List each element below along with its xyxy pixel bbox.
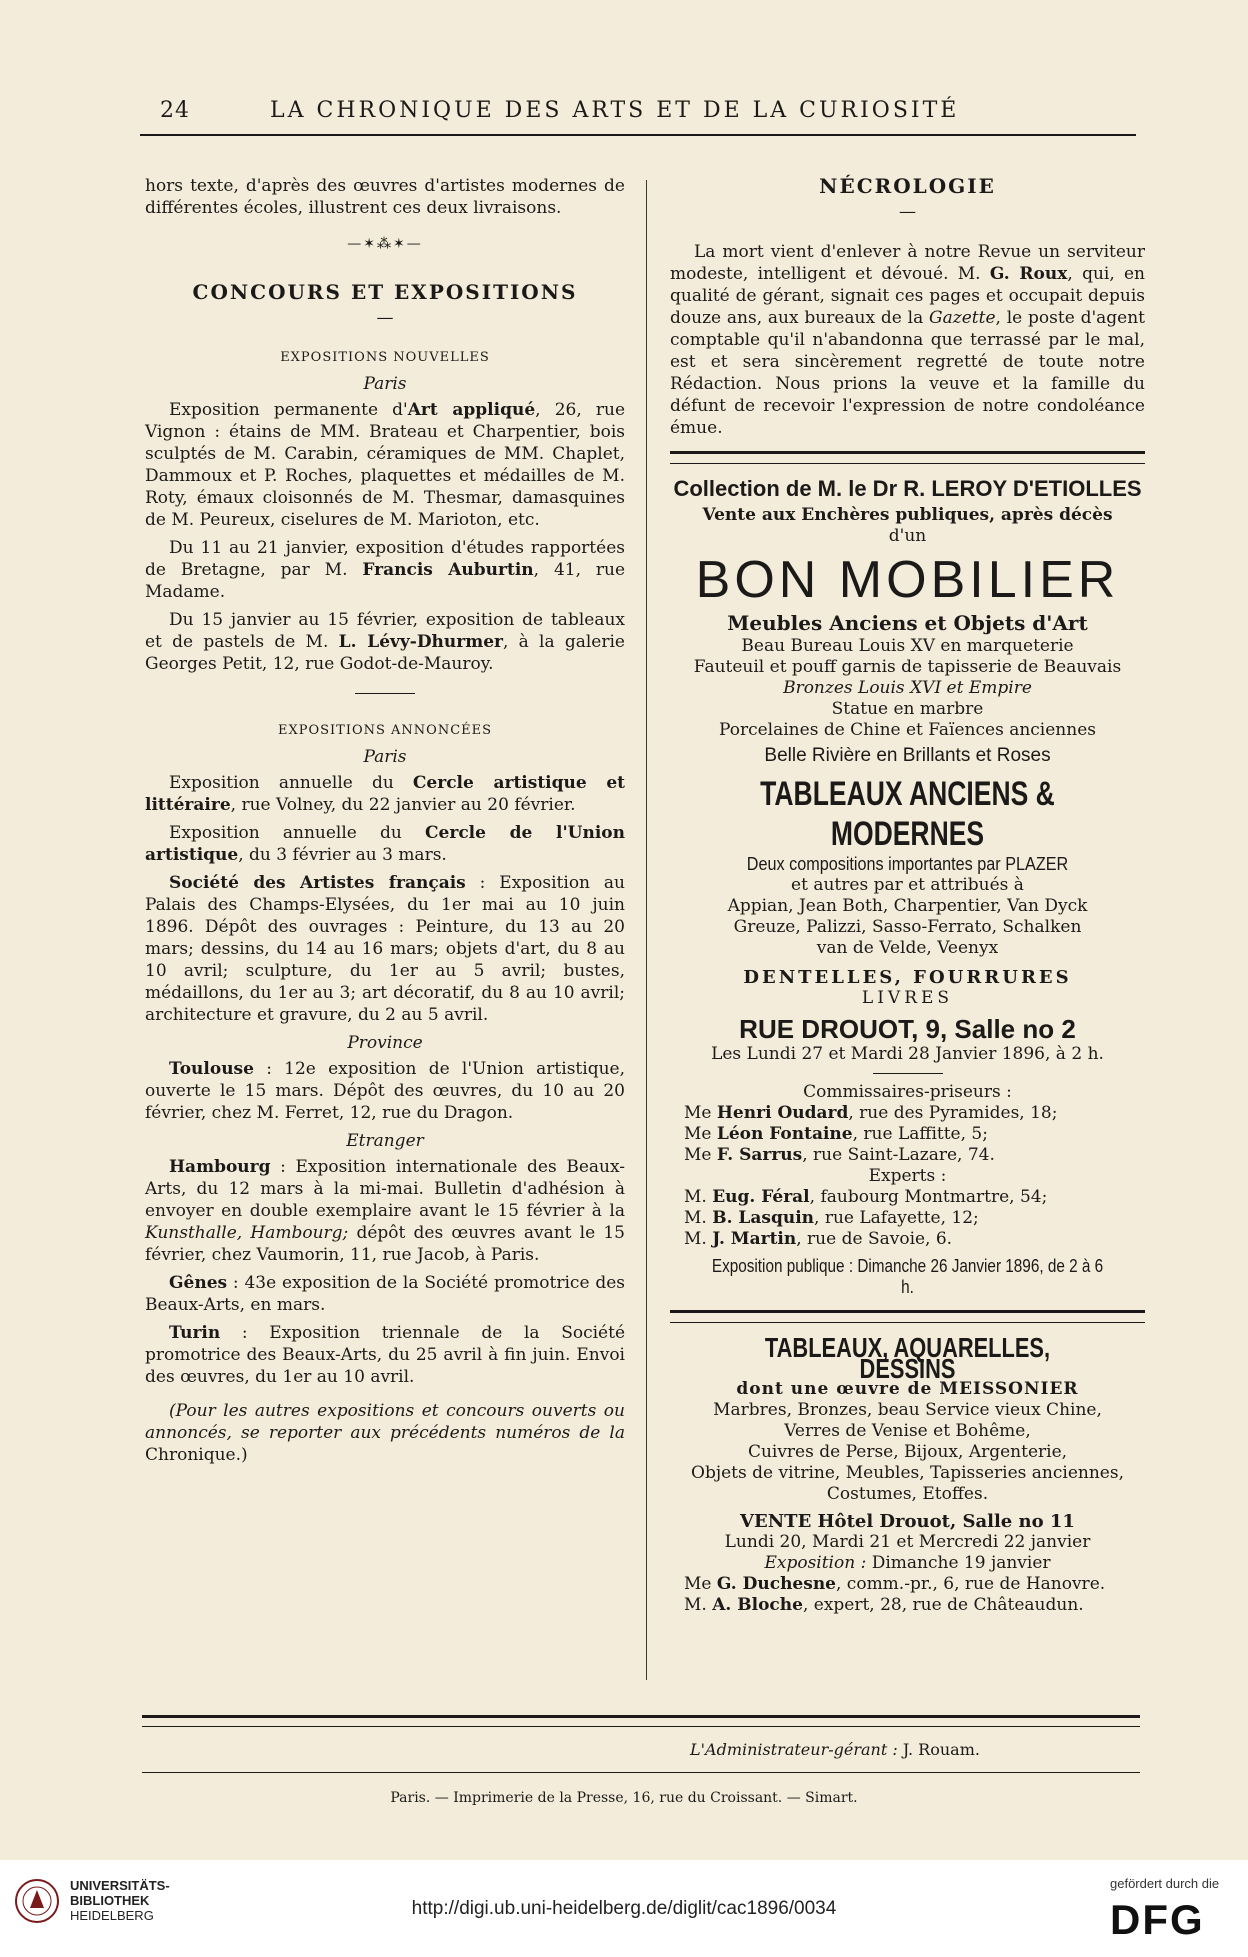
title-dash: — <box>376 308 394 328</box>
paragraph-necrologie: La mort vient d'enlever à notre Revue un serviteur modeste, intelligent et dévoué. M. G. Roux, qui, en qualité de gérant, signait ces pages et occupait depuis douze ans, aux bureaux de la Gazette, le poste d'agent comptable qu'il n'abandonna que terrassé par le mal, est et sera sincèrement regretté de toute notre Rédaction. Nous prions la veuve et la famille du défunt de recevoir l'expression de notre condoléance émue. <box>670 242 1146 438</box>
ad-dentelles: DENTELLES, FOURRURES <box>743 967 1072 988</box>
intro-text: hors texte, d'après des œuvres d'artistes modernes de différentes écoles, illustrent ces deux livraisons. <box>145 176 625 218</box>
ad-experts-heading: Experts : <box>868 1166 947 1186</box>
right-column <box>670 175 1145 1616</box>
section-title-necrologie: NÉCROLOGIE <box>819 174 996 198</box>
dfg-funding-label: gefördert durch die <box>1110 1876 1220 1891</box>
ad-separator <box>873 1073 943 1074</box>
page-header <box>140 96 1140 136</box>
paragraph-note: (Pour les autres expositions et concours ouverts ou annoncés, se reporter aux précédents numéros de la Chronique.) <box>145 1401 625 1465</box>
heading-expositions-nouvelles: EXPOSITIONS NOUVELLES <box>280 350 490 365</box>
digitization-footer <box>0 1860 1248 1957</box>
ad-bon-mobilier: BON MOBILIER <box>695 551 1120 609</box>
ad2-hotel-drouot: VENTE Hôtel Drouot, Salle no 11 <box>740 1511 1075 1532</box>
paragraph-turin: Turin : Exposition triennale de la Société promotrice des Beaux-Arts, du 25 avril à fin juin. Envoi des œuvres, du 1er au 10 avril. <box>145 1323 625 1387</box>
paragraph-levy-dhurmer: Du 15 janvier au 15 février, exposition de tableaux et de pastels de M. L. Lévy-Dhurmer, à la galerie Georges Petit, 12, rue Godot-de-Mauroy. <box>145 610 625 674</box>
heading-expositions-annoncees: EXPOSITIONS ANNONCÉES <box>277 723 493 738</box>
ad-tableaux-anciens: TABLEAUX ANCIENS & MODERNES <box>760 775 1055 853</box>
ad2-line-1: Marbres, Bronzes, beau Service vieux Chine, <box>713 1400 1102 1420</box>
ad-commissaire-3: Me F. Sarrus, rue Saint-Lazare, 74. <box>684 1145 995 1165</box>
ad-line-6: Belle Rivière en Brillants et Roses <box>764 745 1051 766</box>
subhead-etranger: Etranger <box>346 1131 424 1151</box>
ad2-line-4: Objets de vitrine, Meubles, Tapisseries anciennes, <box>691 1463 1124 1483</box>
paragraph-art-applique: Exposition permanente d'Art appliqué, 26, rue Vignon : étains de MM. Brateau et Charpentier, bois sculptés de M. Carabin, céramiques de MM. Chaplet, Dammoux et P. Roches, plaquettes et médailles de M. Roty, émaux cloisonnés de M. Thesmar, damasquines de M. Peureux, ciselures de M. Marioton, etc. <box>145 400 626 530</box>
admin-rule <box>142 1772 1140 1773</box>
ad-collection-title: Collection de M. le Dr R. LEROY D'ETIOLLES <box>673 476 1142 501</box>
ad2-line-5: Costumes, Etoffes. <box>826 1484 989 1504</box>
ad-line-7: et autres par et attribués à <box>791 875 1024 895</box>
ornament-divider: —✶⁂✶— <box>347 236 423 252</box>
paragraph-genes: Gênes : 43e exposition de la Société promotrice des Beaux-Arts, en mars. <box>145 1273 625 1315</box>
ad-exposition-publique: Exposition publique : Dimanche 26 Janvier 1896, de 2 à 6 h. <box>711 1256 1104 1297</box>
paragraph-hambourg: Hambourg : Exposition internationale des Beaux-Arts, du 12 mars à la mi-mai. Bulletin d'adhésion à envoyer en double exemplaire avant le 15 février à la Kunsthalle, Hambourg; dépôt des œuvres avant le 15 février, chez Vaumorin, 11, rue Jacob, à Paris. <box>145 1157 625 1265</box>
ad-line-4: Statue en marbre <box>831 699 984 719</box>
ad-vente-line: Vente aux Enchères publiques, après décès <box>702 505 1113 525</box>
ad2-exposition: Exposition : Dimanche 19 janvier <box>764 1553 1051 1573</box>
paragraph-cercle-artistique: Exposition annuelle du Cercle artistique et littéraire, rue Volney, du 22 janvier au 20 février. <box>145 773 625 815</box>
paragraph-union-artistique: Exposition annuelle du Cercle de l'Union artistique, du 3 février au 3 mars. <box>145 823 625 865</box>
ad-line-3: Bronzes Louis XVI et Empire <box>783 678 1032 698</box>
column-divider <box>646 180 647 1680</box>
paragraph-auburtin: Du 11 au 21 janvier, exposition d'études rapportées de Bretagne, par M. Francis Auburtin, 41, rue Madame. <box>145 538 626 602</box>
ad-line-5: Porcelaines de Chine et Faïences anciennes <box>718 720 1096 740</box>
subhead-paris-2: Paris <box>363 747 407 767</box>
ad-rule-middle <box>670 1310 1145 1323</box>
advertisement-leroy <box>670 478 1145 1298</box>
imprint-line: Paris. — Imprimerie de la Presse, 16, rue du Croissant. — Simart. <box>390 1790 858 1806</box>
ad-commissaire-1: Me Henri Oudard, rue des Pyramides, 18; <box>684 1103 1058 1123</box>
ad-rule-top <box>670 451 1145 464</box>
ad2-dates: Lundi 20, Mardi 21 et Mercredi 22 janvier <box>724 1532 1091 1552</box>
ad-plazer: Deux compositions importantes par PLAZER <box>746 854 1069 874</box>
ad-commissaires-heading: Commissaires-priseurs : <box>803 1082 1012 1102</box>
ad2-line-2: Verres de Venise et Bohême, <box>784 1421 1031 1441</box>
ad-expert-1: M. Eug. Féral, faubourg Montmartre, 54; <box>684 1187 1048 1207</box>
ad2-contacts <box>670 1574 1145 1616</box>
ad-livres: LIVRES <box>861 988 954 1008</box>
paragraph-toulouse: Toulouse : 12e exposition de l'Union artistique, ouverte le 15 mars. Dépôt des œuvres, du 10 au 20 février, chez M. Ferret, 12, rue du Dragon. <box>145 1059 625 1123</box>
ad2-meissonier: dont une œuvre de MEISSONIER <box>736 1379 1079 1399</box>
ad-line-2: Fauteuil et pouff garnis de tapisserie de Beauvais <box>693 657 1122 677</box>
ad-line-1: Beau Bureau Louis XV en marqueterie <box>741 636 1074 656</box>
dfg-logo-icon: DFG <box>1110 1896 1205 1943</box>
ad-dates: Les Lundi 27 et Mardi 28 Janvier 1896, à 2 h. <box>711 1044 1104 1064</box>
subhead-province: Province <box>347 1033 423 1053</box>
ad2-line-3: Cuivres de Perse, Bijoux, Argenterie, <box>747 1442 1068 1462</box>
source-url-link[interactable]: http://digi.ub.uni-heidelberg.de/diglit/cac1896/0034 <box>411 1898 837 1919</box>
necro-dash: — <box>899 202 916 222</box>
journal-title: LA CHRONIQUE DES ARTS ET DE LA CURIOSITÉ <box>270 98 960 123</box>
ad-commissaire-2: Me Léon Fontaine, rue Laffitte, 5; <box>684 1124 988 1144</box>
header-rule <box>140 134 1136 136</box>
ad2-contact-2: M. A. Bloche, expert, 28, rue de Châteaudun. <box>684 1595 1084 1615</box>
ad2-contact-1: Me G. Duchesne, comm.-pr., 6, rue de Hanovre. <box>684 1574 1106 1594</box>
page-number: 24 <box>160 98 190 123</box>
ad2-title: TABLEAUX, AQUARELLES, DESSINS <box>764 1332 1051 1384</box>
administrator-line: L'Administrateur-gérant : J. Rouam. <box>690 1740 980 1759</box>
advertisement-meissonier <box>670 1332 1145 1616</box>
paragraph-artistes-francais: Société des Artistes français : Exposition au Palais des Champs-Elysées, du 1er mai au 10 juin 1896. Dépôt des ouvrages : Peinture, du 13 au 20 mars; dessins, du 14 au 16 mars; objets d'art, du 8 au 10 avril; sculpture, du 1er au 5 avril; bustes, médaillons, du 1er au 3; art décoratif, du 8 au 10 avril; architecture et gravure, du 2 au 5 avril. <box>145 873 625 1025</box>
ad-meubles: Meubles Anciens et Objets d'Art <box>727 611 1088 635</box>
ad-line-9: Greuze, Palizzi, Sasso-Ferrato, Schalken <box>733 917 1082 937</box>
university-name: UNIVERSITÄTS- BIBLIOTHEK HEIDELBERG <box>70 1878 170 1923</box>
section-title-concours: CONCOURS ET EXPOSITIONS <box>192 280 578 304</box>
separator-line <box>355 693 415 694</box>
ad-rue-drouot: RUE DROUOT, 9, Salle no 2 <box>739 1014 1076 1044</box>
ad-expert-2: M. B. Lasquin, rue Lafayette, 12; <box>684 1208 979 1228</box>
subhead-paris-1: Paris <box>363 374 407 394</box>
ad-experts-list <box>670 1187 1145 1250</box>
bottom-double-rule <box>142 1715 1140 1727</box>
ad-expert-3: M. J. Martin, rue de Savoie, 6. <box>684 1229 953 1249</box>
left-column <box>145 175 625 1472</box>
ad-line-8: Appian, Jean Both, Charpentier, Van Dyck <box>727 896 1088 916</box>
ad-line-10: van de Velde, Veenyx <box>816 938 999 958</box>
ad-dun: d'un <box>888 526 927 546</box>
ad-commissaires-list <box>670 1103 1145 1166</box>
